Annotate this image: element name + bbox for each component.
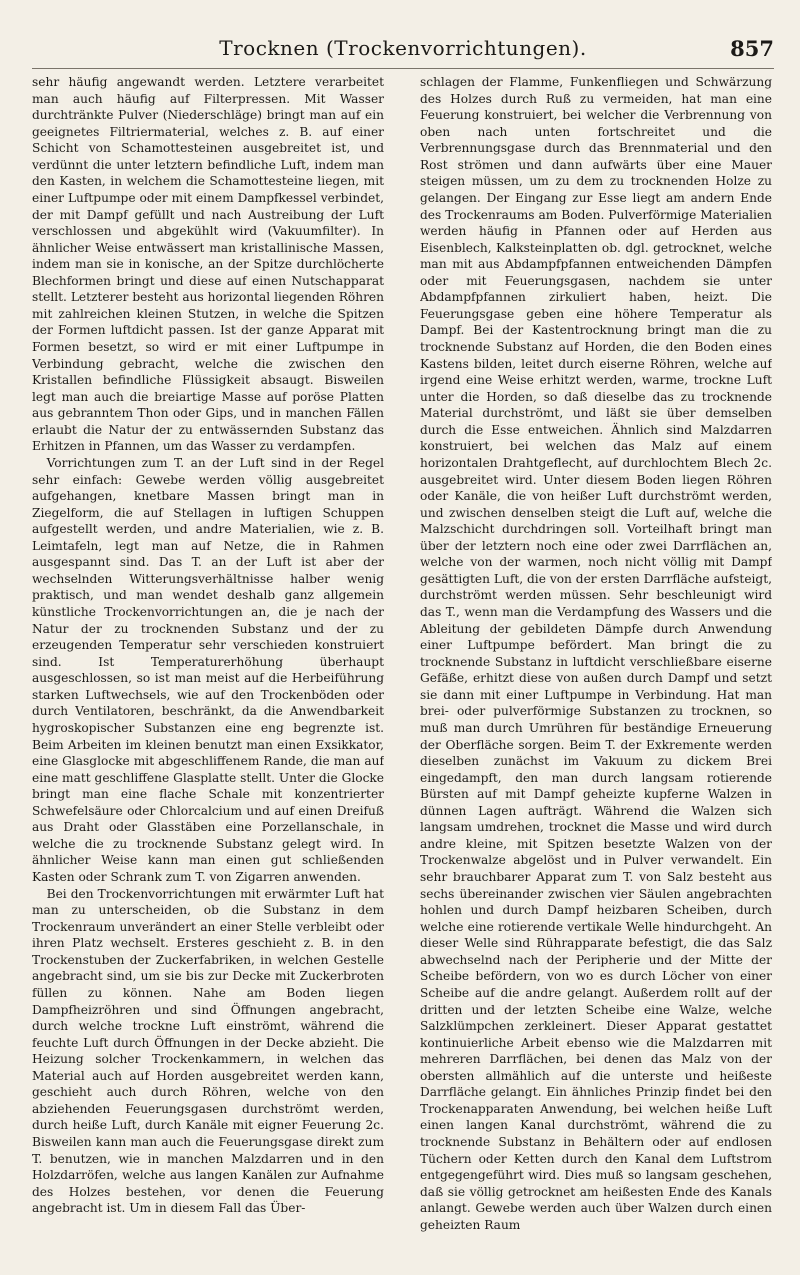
paragraph: Bei den Trockenvorrichtungen mit erwärmter Luft hat man zu unterscheiden, ob die Substanz in dem Trockenraum unverändert an einer Stelle verbleibt oder ihren Platz wechselt. Ersteres geschieht z. B. in den Trockenstuben der Zuckerfabriken, in welchen Gestelle angebracht sind, um sie bis zur Decke mit Zuckerbroten füllen zu können. Nahe am Boden liegen Dampfheizröhren und sind Öffnungen angebracht, durch welche trockne Luft einströmt, während die feuchte Luft durch Öffnungen in der Decke abzieht. Die Heizung solcher Trockenkammern, in welchen das Material auch auf Horden ausgebreitet werden kann, geschieht auch durch Röhren, welche von den abziehenden Feuerungsgasen durchströmt werden, durch heiße Luft, durch Kanäle mit eigner Feuerung 2c. Bisweilen kann man auch die Feuerungsgase direkt zum T. benutzen, wie in manchen Malzdarren und in den Holzdarröfen, welche aus langen Kanälen zur Aufnahme des Holzes bestehen, vor denen die Feuerung angebracht ist. Um in diesem Fall das Über- xyxy=(32,886,384,1216)
paragraph: Vorrichtungen zum T. an der Luft sind in der Regel sehr einfach: Gewebe werden völlig ausgebreitet aufgehangen, knetbare Massen bringt man in Ziegelform, die auf Stellagen in luftigen Schuppen aufgestellt werden, und andre Materialien, wie z. B. Leimtafeln, legt man auf Netze, die in Rahmen ausgespannt sind. Das T. an der Luft ist aber der wechselnden Witterungsverhältnisse halber wenig praktisch, und man wendet deshalb ganz allgemein künstliche Trockenvorrichtungen an, die je nach der Natur der zu trocknenden Substanz und der zu erzeugenden Temperatur sehr verschieden konstruiert sind. Ist Temperaturerhöhung überhaupt ausgeschlossen, so ist man meist auf die Herbeiführung starken Luftwechsels, wie auf den Trockenböden oder durch Ventilatoren, beschränkt, da die Anwendbarkeit hygroskopischer Substanzen eine eng begrenzte ist. Beim Arbeiten im kleinen benutzt man einen Exsikkator, eine Glasglocke mit abgeschliffenem Rande, die man auf eine matt geschliffene Glasplatte stellt. Unter die Glocke bringt man eine flache Schale mit konzentrierter Schwefelsäure oder Chlorcalcium und auf einen Dreifuß aus Draht oder Glasstäben eine Porzellanschale, in welche die zu trocknende Substanz gelegt wird. In ähnlicher Weise kann man einen gut schließenden Kasten oder Schrank zum T. von Zigarren anwenden. xyxy=(32,455,384,884)
paragraph: sehr häufig angewandt werden. Letztere verarbeitet man auch häufig auf Filterpressen. Mit Wasser durchtränkte Pulver (Niederschläge) bringt man auf ein geeignetes Filtriermaterial, welches z. B. auf einer Schicht von Schamottesteinen ausgebreitet ist, und verdünnt die unter letztern befindliche Luft, indem man den Kasten, in welchem die Schamottesteine liegen, mit einer Luftpumpe oder mit einem Dampfkessel verbindet, der mit Dampf gefüllt und nach Austreibung der Luft verschlossen und abgekühlt wird (Vakuumfilter). In ähnlicher Weise entwässert man kristallinische Massen, indem man sie in konische, an der Spitze durchlöcherte Blechformen bringt und diese auf einen Nutschapparat stellt. Letzterer besteht aus horizontal liegenden Röhren mit zahlreichen kleinen Stutzen, in welche die Spitzen der Formen luftdicht passen. Ist der ganze Apparat mit Formen besetzt, so wird er mit einer Luftpumpe in Verbindung gebracht, welche die zwischen den Kristallen befindliche Flüssigkeit absaugt. Bisweilen legt man auch die breiartige Masse auf poröse Platten aus gebranntem Thon oder Gips, und in manchen Fällen erlaubt die Natur der zu entwässernden Substanz das Erhitzen in Pfannen, um das Wasser zu verdampfen. xyxy=(32,75,384,454)
page-header xyxy=(32,30,774,66)
left-column xyxy=(32,74,384,1254)
paragraph: schlagen der Flamme, Funkenfliegen und Schwärzung des Holzes durch Ruß zu vermeiden, hat man eine Feuerung konstruiert, bei welcher die Verbrennung von oben nach unten fortschreitet und die Verbrennungsgase durch das Brennmaterial und den Rost strömen und dann aufwärts über eine Mauer steigen müssen, um zu dem zu trocknenden Holze zu gelangen. Der Eingang zur Esse liegt am andern Ende des Trockenraums am Boden. Pulverförmige Materialien werden häufig in Pfannen oder auf Herden aus Eisenblech, Kalksteinplatten ob. dgl. getrocknet, welche man mit aus Abdampfpfannen entweichenden Dämpfen oder mit Feuerungsgasen, nachdem sie unter Abdampfpfannen zirkuliert haben, heizt. Die Feuerungsgase geben eine höhere Temperatur als Dampf. Bei der Kastentrocknung bringt man die zu trocknende Substanz auf Horden, die den Boden eines Kastens bilden, leitet durch eiserne Röhren, welche auf irgend eine Weise erhitzt werden, warme, trockne Luft unter die Horden, so daß dieselbe das zu trocknende Material durchströmt, und läßt sie über demselben durch die Esse entweichen. Ähnlich sind Malzdarren konstruiert, bei welchen das Malz auf einem horizontalen Drahtgeflecht, auf durchlochtem Blech 2c. ausgebreitet wird. Unter diesem Boden liegen Röhren oder Kanäle, die von heißer Luft durchströmt werden, und zwischen denselben steigt die Luft auf, welche die Malzschicht durchdringen soll. Vorteilhaft bringt man über der letztern noch eine oder zwei Darrflächen an, welche von der warmen, noch nicht völlig mit Dampf gesättigten Luft, die von der ersten Darrfläche aufsteigt, durchströmt werden müssen. Sehr beschleunigt wird das T., wenn man die Verdampfung des Wassers und die Ableitung der gebildeten Dämpfe durch Anwendung einer Luftpumpe befördert. Man bringt die zu trocknende Substanz in luftdicht verschließbare eiserne Gefäße, erhitzt diese von außen durch Dampf und setzt sie dann mit einer Luftpumpe in Verbindung. Hat man brei- oder pulverförmige Substanzen zu trocknen, so muß man durch Umrühren für beständige Erneuerung der Oberfläche sorgen. Beim T. der Exkremente werden dieselben zunächst im Vakuum zu dickem Brei eingedampft, den man durch langsam rotierende Bürsten auf mit Dampf geheizte kupferne Walzen in dünnen Lagen aufträgt. Während die Walzen sich langsam umdrehen, trocknet die Masse und wird durch andre kleine, mit Spitzen besetzte Walzen von der Trockenwalze abgelöst und in Pulver verwandelt. Ein sehr brauchbarer Apparat zum T. von Salz besteht aus sechs übereinander zwischen vier Säulen angebrachten hohlen und durch Dampf heizbaren Scheiben, durch welche eine rotierende vertikale Welle hindurchgeht. An dieser Welle sind Rührapparate befestigt, die das Salz abwechselnd nach der Peripherie und der Mitte der Scheibe befördern, von wo es durch Löcher von einer Scheibe auf die andre gelangt. Außerdem rollt auf der dritten und der letzten Scheibe eine Walze, welche Salzklümpchen zerkleinert. Dieser Apparat gestattet kontinuierliche Arbeit ebenso wie die Malzdarren mit mehreren Darrflächen, bei denen das Malz von der obersten allmählich auf die unterste und heißeste Darrfläche gelangt. Ein ähnliches Prinzip findet bei den Trockenapparaten Anwendung, bei welchen heiße Luft einen langen Kanal durchströmt, während die zu trocknende Substanz in Behältern oder auf endlosen Tüchern oder Ketten durch den Kanal dem Luftstrom entgegengeführt wird. Dies muß so langsam geschehen, daß sie völlig getrocknet am heißesten Ende des Kanals anlangt. Gewebe werden auch über Walzen durch einen geheizten Raum xyxy=(420,75,772,1232)
header-rule xyxy=(32,68,774,69)
page-number: 857 xyxy=(730,35,774,61)
right-column xyxy=(420,74,772,1254)
running-title: Trocknen (Trockenvorrichtungen). xyxy=(219,36,587,60)
